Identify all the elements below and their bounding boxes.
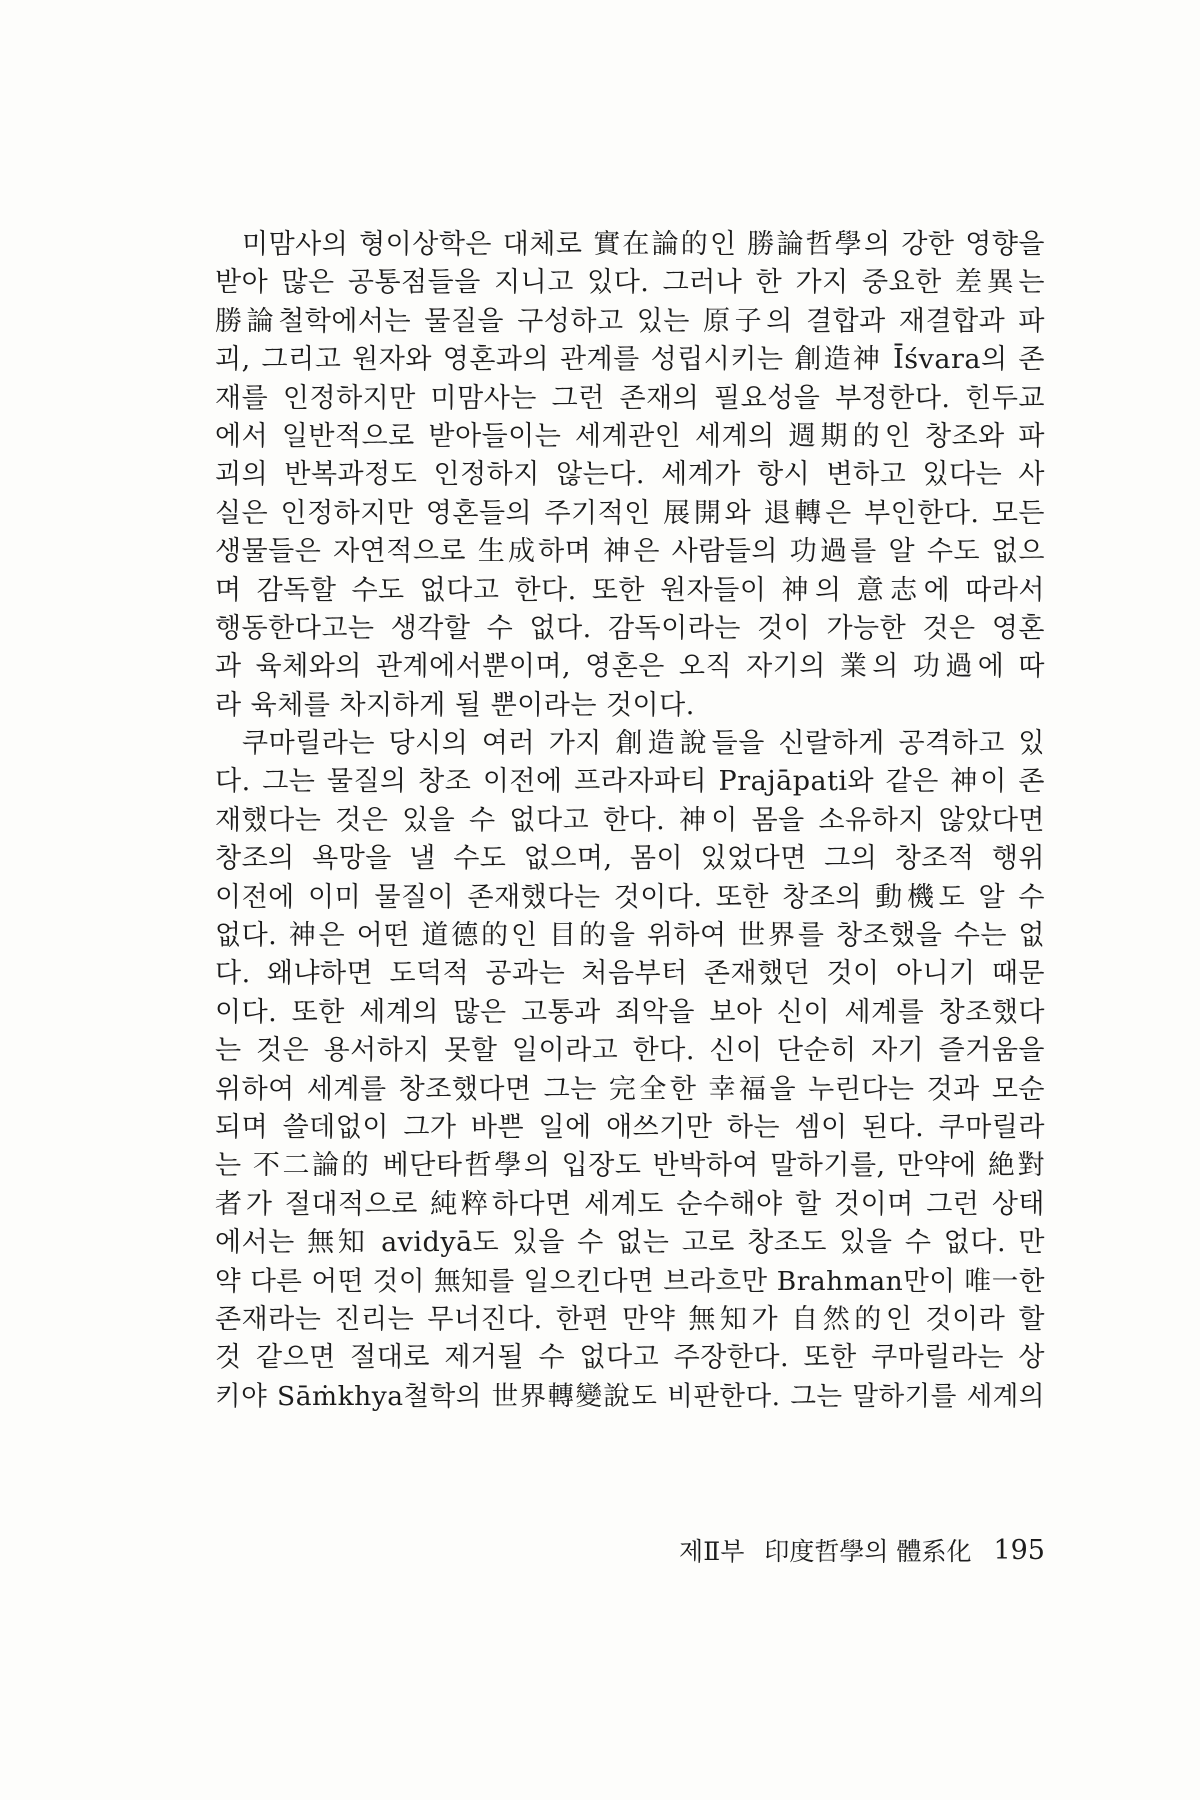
text-line: 키야 Sāṁkhya철학의 世界轉變說도 비판한다. 그는 말하기를 세계의: [215, 1380, 1045, 1412]
text-line: 는 不二論的 베단타哲學의 입장도 반박하여 말하기를, 만약에 絶對: [215, 1150, 1045, 1182]
text-line: 괴, 그리고 원자와 영혼과의 관계를 성립시키는 創造神 Īśvara의 존: [215, 344, 1045, 376]
text-line: 다. 왜냐하면 도덕적 공과는 처음부터 존재했던 것이 아니기 때문: [215, 958, 1045, 990]
text-line: 것 같으면 절대로 제거될 수 없다고 주장한다. 또한 쿠마릴라는 상: [215, 1342, 1045, 1374]
footer-section-title: 印度哲學의 體系化: [764, 1537, 972, 1566]
paragraph-2: [215, 725, 1045, 1416]
text-line: 생물들은 자연적으로 生成하며 神은 사람들의 功過를 알 수도 없으: [215, 536, 1045, 568]
text-line: 者가 절대적으로 純粹하다면 세계도 순수해야 할 것이며 그런 상태: [215, 1188, 1045, 1220]
text-line: 는 것은 용서하지 못할 일이라고 한다. 신이 단순히 자기 즐거움을: [215, 1035, 1045, 1067]
text-line: 괴의 반복과정도 인정하지 않는다. 세계가 항시 변하고 있다는 사: [215, 459, 1045, 491]
text-line: 다. 그는 물질의 창조 이전에 프라자파티 Prajāpati와 같은 神이 존: [215, 766, 1045, 798]
text-line: 행동한다고는 생각할 수 없다. 감독이라는 것이 가능한 것은 영혼: [215, 612, 1045, 644]
body-text: [215, 226, 1045, 1416]
text-line: 받아 많은 공통점들을 지니고 있다. 그러나 한 가지 중요한 差異는: [215, 267, 1045, 299]
text-line: 勝論철학에서는 물질을 구성하고 있는 原子의 결합과 재결합과 파: [215, 305, 1045, 337]
text-line: 이전에 이미 물질이 존재했다는 것이다. 또한 창조의 動機도 알 수: [215, 881, 1045, 913]
text-line: 에서는 無知 avidyā도 있을 수 없는 고로 창조도 있을 수 없다. 만: [215, 1227, 1045, 1259]
paragraph-1: [215, 226, 1045, 725]
text-line: 위하여 세계를 창조했다면 그는 完全한 幸福을 누린다는 것과 모순: [215, 1073, 1045, 1105]
text-line: 존재라는 진리는 무너진다. 한편 만약 無知가 自然的인 것이라 할: [215, 1303, 1045, 1335]
text-line: 과 육체와의 관계에서뿐이며, 영혼은 오직 자기의 業의 功過에 따: [215, 651, 1045, 683]
text-line: 이다. 또한 세계의 많은 고통과 죄악을 보아 신이 세계를 창조했다: [215, 996, 1045, 1028]
text-line: 약 다른 어떤 것이 無知를 일으킨다면 브라흐만 Brahman만이 唯一한: [215, 1265, 1045, 1297]
text-line: 재를 인정하지만 미맘사는 그런 존재의 필요성을 부정한다. 힌두교: [215, 382, 1045, 414]
running-footer: [665, 1530, 1045, 1570]
text-line: 며 감독할 수도 없다고 한다. 또한 원자들이 神의 意志에 따라서: [215, 574, 1045, 606]
text-line: 없다. 神은 어떤 道德的인 目的을 위하여 世界를 창조했을 수는 없: [215, 920, 1045, 952]
text-line: 창조의 욕망을 낼 수도 없으며, 몸이 있었다면 그의 창조적 행위: [215, 843, 1045, 875]
text-line: 라 육체를 차지하게 될 뿐이라는 것이다.: [215, 689, 695, 721]
text-line: 미맘사의 형이상학은 대체로 實在論的인 勝論哲學의 강한 영향을: [242, 229, 1045, 260]
text-line: 에서 일반적으로 받아들이는 세계관인 세계의 週期的인 창조와 파: [215, 420, 1045, 452]
text-line: 실은 인정하지만 영혼들의 주기적인 展開와 退轉은 부인한다. 모든: [215, 497, 1045, 529]
text-line: 되며 쓸데없이 그가 바쁜 일에 애쓰기만 하는 셈이 된다. 쿠마릴라: [215, 1111, 1045, 1143]
text-line: 재했다는 것은 있을 수 없다고 한다. 神이 몸을 소유하지 않았다면: [215, 804, 1045, 836]
footer-part: 제Ⅱ부: [679, 1537, 745, 1566]
text-line: 쿠마릴라는 당시의 여러 가지 創造說들을 신랄하게 공격하고 있: [242, 728, 1045, 760]
page-number: 195: [993, 1534, 1045, 1566]
